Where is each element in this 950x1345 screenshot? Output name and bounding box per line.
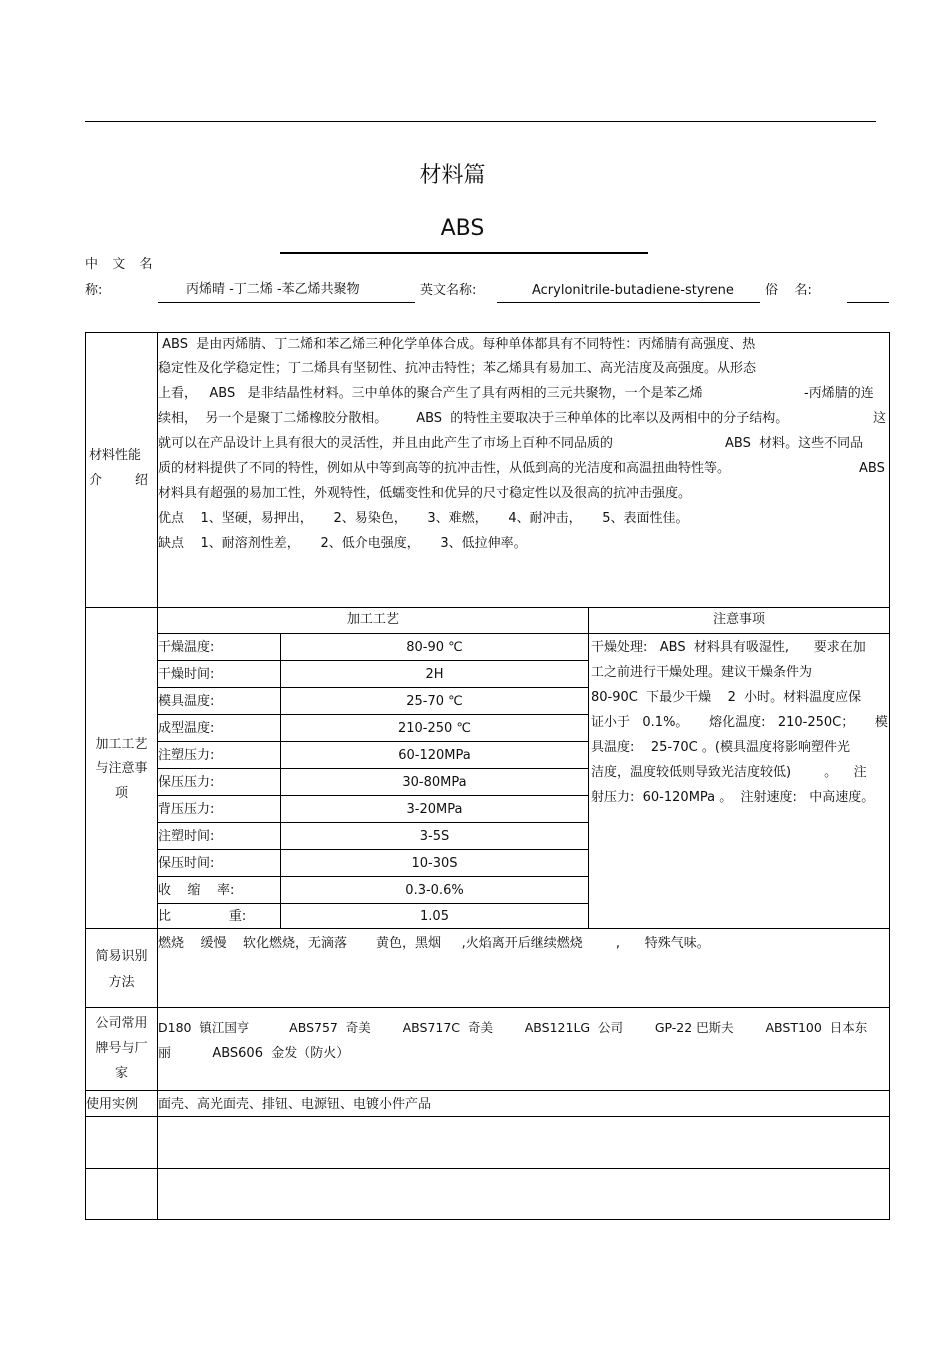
intro-line-fragment: ABS (859, 461, 885, 476)
intro-line: 续相， 另一个是聚丁二烯橡胶分散相。 ABS 的特性主要取决于三种单体的比率以及两相中的分子结构。 (158, 411, 789, 426)
process-param-name: 比 重: (158, 909, 247, 924)
intro-line: 材料具有超强的易加工性，外观特性，低蠕变性和优异的尺寸稳定性以及很高的抗冲击强度。 (158, 486, 692, 501)
identification-label-line2: 方法 (108, 975, 135, 990)
processing-label-line2: 与注意事 (95, 761, 148, 776)
process-param-name: 干燥温度: (158, 640, 215, 655)
process-param-name: 保压时间: (158, 856, 215, 871)
usage-label: 使用实例 (86, 1097, 139, 1112)
intro-line: ABS 是由丙烯腈、丁二烯和苯乙烯三种化学单体合成。每种单体都具有不同特性：丙烯腈有高强度、热 (158, 337, 756, 352)
process-param-value: 60-120MPa (398, 748, 471, 763)
chinese-name-label-line1: 中 文 名 (85, 257, 155, 272)
process-param-value: 3-5S (419, 829, 450, 844)
process-param-value: 80-90 ℃ (406, 640, 463, 655)
notes-line: 具温度: 25-70C 。(模具温度将影响塑件光 (591, 740, 850, 755)
process-param-value: 0.3-0.6% (405, 883, 464, 898)
brands-line: D180 镇江国亨 ABS757 奇美 ABS717C 奇美 ABS121LG 公司 GP-22 巴斯夫 ABST100 日本东 (158, 1020, 868, 1035)
category-title: 材料篇 (419, 163, 486, 188)
intro-line-fragment: 这 (873, 411, 887, 426)
common-name-label: 俗 名: (765, 283, 812, 298)
process-param-name: 注塑压力: (158, 748, 215, 763)
brands-label-line1: 公司常用 (95, 1016, 148, 1031)
process-param-value: 30-80MPa (402, 775, 467, 790)
chinese-name-label-line2: 称: (85, 283, 103, 298)
notes-line: 80-90C 下最少干燥 2 小时。材料温度应保 (591, 690, 862, 705)
intro-line: 缺点 1、耐溶剂性差， 2、低介电强度， 3、低拉伸率。 (158, 536, 527, 551)
process-param-value: 3-20MPa (406, 802, 463, 817)
notes-line: 证小于 0.1%。 熔化温度: 210-250C； 模 (591, 715, 888, 730)
intro-line-fragment: ABS 材料。这些不同品 (725, 436, 864, 451)
brands-line: 丽 ABS606 金发（防火） (158, 1046, 350, 1061)
intro-line: 上看， ABS 是非结晶性材料。三中单体的聚合产生了具有两相的三元共聚物，一个是苯乙烯 (158, 386, 703, 401)
processing-label-line3: 项 (114, 786, 128, 801)
notes-line: 工之前进行干燥处理。建议干燥条件为 (591, 665, 813, 680)
intro-line: 就可以在产品设计上具有很大的灵活性，并且由此产生了市场上百种不同品质的 (158, 436, 614, 451)
notes-line: 射压力: 60-120MPa 。 注射速度: 中高速度。 (591, 790, 875, 805)
process-param-name: 注塑时间: (158, 829, 215, 844)
process-param-name: 保压压力: (158, 775, 215, 790)
process-param-name: 成型温度: (158, 721, 215, 736)
english-name-value: Acrylonitrile-butadiene-styrene (532, 283, 734, 298)
brands-label-line2: 牌号与厂 (95, 1041, 148, 1056)
chinese-name-value: 丙烯晴 -丁二烯 -苯乙烯共聚物 (186, 282, 360, 297)
process-param-name: 背压压力: (158, 802, 215, 817)
intro-label-line2: 介 绍 (89, 473, 149, 488)
process-param-value: 2H (425, 667, 444, 682)
english-name-label: 英文名称: (420, 283, 477, 298)
process-param-name: 收 缩 率: (158, 883, 235, 898)
process-param-value: 1.05 (420, 909, 449, 924)
process-param-value: 25-70 ℃ (406, 694, 463, 709)
process-param-name: 干燥时间: (158, 667, 215, 682)
notes-line: 洁度，温度较低则导致光洁度较低) 。 注 (591, 765, 867, 780)
intro-line: 质的材料提供了不同的特性，例如从中等到高等的抗冲击性，从低到高的光洁度和高温扭曲特性等。 (158, 461, 731, 476)
identification-text: 燃烧 缓慢 软化燃烧，无滴落 黄色，黑烟 ,火焰离开后继续燃烧 , 特殊气味。 (158, 936, 710, 951)
process-param-value: 210-250 ℃ (397, 721, 472, 736)
processing-label-line1: 加工工艺 (95, 737, 148, 752)
usage-text: 面壳、高光面壳、排钮、电源钮、电镀小件产品 (158, 1097, 432, 1112)
process-param-name: 模具温度: (158, 694, 215, 709)
brands-label-line3: 家 (114, 1066, 128, 1081)
identification-label-line1: 简易识别 (95, 949, 148, 964)
intro-line-fragment: -丙烯腈的连 (804, 386, 874, 401)
process-param-value: 10-30S (411, 856, 458, 871)
processing-header: 加工工艺 (346, 612, 399, 627)
notes-line: 干燥处理: ABS 材料具有吸湿性, 要求在加 (591, 640, 866, 655)
intro-label-line1: 材料性能 (89, 448, 142, 463)
notes-header: 注意事项 (712, 612, 765, 627)
intro-line: 优点 1、坚硬，易押出， 2、易染色， 3、难燃， 4、耐冲击， 5、表面性佳。 (158, 511, 689, 526)
intro-line: 稳定性及化学稳定性；丁二烯具有坚韧性、抗冲击特性；苯乙烯具有易加工、高光洁度及高强度。从形态 (158, 361, 757, 376)
material-title: ABS (440, 216, 485, 241)
